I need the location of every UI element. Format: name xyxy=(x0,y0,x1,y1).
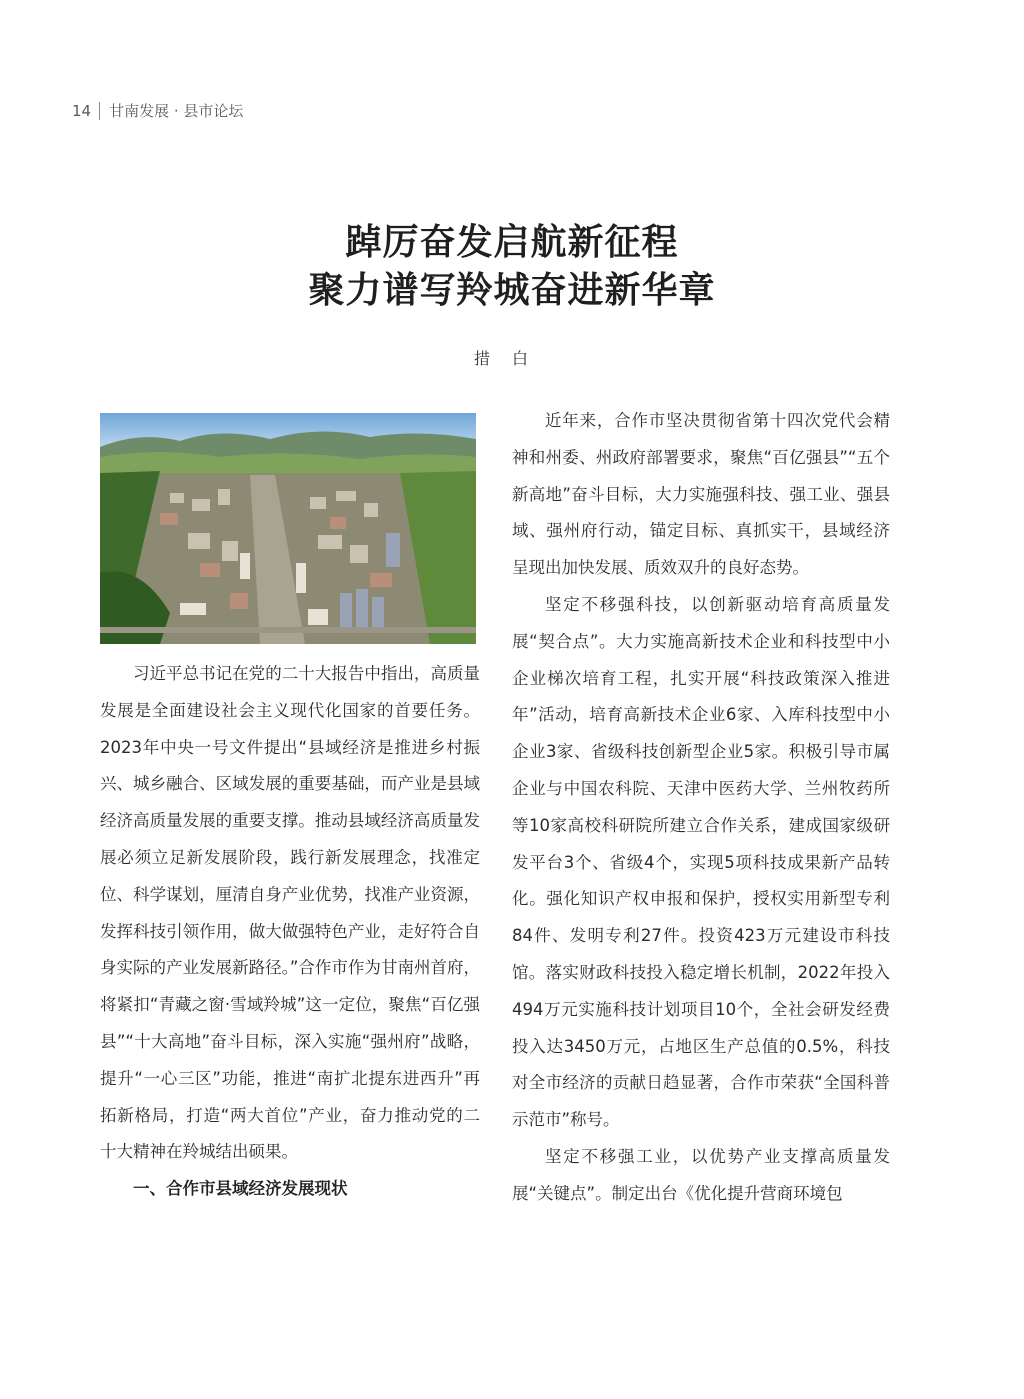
section-heading: 一、合作市县域经济发展现状 xyxy=(133,1179,348,1199)
running-header xyxy=(72,100,243,121)
paragraph: 近年来，合作市坚决贯彻省第十四次党代会精神和州委、州政府部署要求，聚焦“百亿强县”“五个新高地”奋斗目标，大力实施强科技、强工业、强县域、强州府行动，锚定目标、真抓实干，县域经济呈现出加快发展、质效双升的良好态势。 xyxy=(512,411,890,578)
article-author: 措白 xyxy=(473,349,550,368)
article-title-line2: 聚力谱写羚城奋进新华章 xyxy=(308,269,716,311)
page-number: 14 xyxy=(72,101,92,120)
header-divider xyxy=(99,102,100,120)
right-column xyxy=(512,403,890,1213)
section-name: 甘南发展 · 县市论坛 xyxy=(109,102,244,120)
paragraph: 习近平总书记在党的二十大报告中指出，高质量发展是全面建设社会主义现代化国家的首要任务。2023年中央一号文件提出“县域经济是推进乡村振兴、城乡融合、区域发展的重要基础，而产业是县域经济高质量发展的重要支撑。推动县域经济高质量发展必须立足新发展阶段，践行新发展理念，找准定位、科学谋划，厘清自身产业优势，找准产业资源，发挥科技引领作用，做大做强特色产业，走好符合自身实际的产业发展新路径。”合作市作为甘南州首府，将紧扣“青藏之窗·雪域羚城”这一定位，聚焦“百亿强县”“十大高地”奋斗目标，深入实施“强州府”战略，提升“一心三区”功能，推进“南扩北提东进西升”再拓新格局，打造“两大首位”产业，奋力推动党的二十大精神在羚城结出硕果。 xyxy=(100,664,480,1162)
paragraph: 坚定不移强工业，以优势产业支撑高质量发展“关键点”。制定出台《优化提升营商环境包 xyxy=(512,1146,890,1203)
city-aerial-photo xyxy=(100,413,476,644)
left-column xyxy=(100,656,480,1208)
paragraph: 坚定不移强科技，以创新驱动培育高质量发展“契合点”。大力实施高新技术企业和科技型中小企业梯次培育工程，扎实开展“科技政策深入推进年”活动，培育高新技术企业6家、入库科技型中小企业3家、省级科技创新型企业5家。积极引导市属企业与中国农科院、天津中医药大学、兰州牧药所等10家高校科研院所建立合作关系，建成国家级研发平台3个、省级4个，实现5项科技成果新产品转化。强化知识产权申报和保护，授权实用新型专利84件、发明专利27件。投资423万元建设市科技馆。落实财政科技投入稳定增长机制，2022年投入494万元实施科技计划项目10个，全社会研发经费投入达3450万元，占地区生产总值的0.5%，科技对全市经济的贡献日趋显著，合作市荣获“全国科普示范市”称号。 xyxy=(512,594,890,1130)
article-title-line1: 踔厉奋发启航新征程 xyxy=(345,221,679,263)
